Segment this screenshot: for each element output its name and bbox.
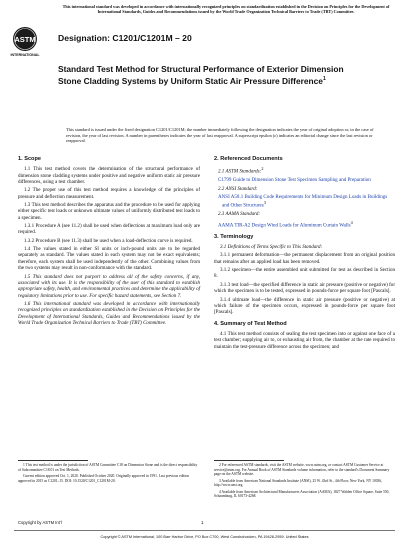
issuance-note: This standard is issued under the fixed designation C1201/C1201M; the number immediately following the designation indicates the year of original adoption or, in the case of revision, the year of last revision. A number in parentheses indicates the year of last reapproval. A superscript epsilon (ε) indicates an editorial change since the last revision or reapproval. bbox=[66, 127, 374, 144]
header-notice: This international standard was developed in accordance with internationally recognized principles on standardization established in the Decision on Principles for the Development of International Standards, Guides and Recommendations issued by the World Trade Organization Technical Barriers to Trade (TBT) Committee. bbox=[62, 4, 390, 15]
footer-copyright: Copyright © ASTM International, 100 Barr Harbor Drive, PO Box C700, West Conshohocken, PA 19428-2959. United States bbox=[100, 535, 309, 539]
ref-ansi-a58-link[interactable]: ANSI A58.1 Building Code Requirements for Minimum Design Loads in Buildings and Other Structures$^3$ bbox=[218, 194, 388, 210]
designation: Designation: C1201/C1201M – 20 bbox=[58, 33, 192, 43]
section-heading-terminology: 3. Terminology bbox=[214, 233, 254, 240]
right-footnotes bbox=[214, 456, 395, 501]
footer-rule bbox=[14, 530, 395, 531]
copyright-label: Copyright by ASTM Int'l bbox=[18, 520, 62, 525]
paragraph-1-3-1: 1.3.1 Procedure A (see 11.2) shall be used when deflections at maximum load only are required. bbox=[18, 223, 200, 236]
ref-aama-tir-link[interactable]: AAMA TIR-A2 Design Wind Loads for Aluminum Curtain Walls$^4$ bbox=[218, 219, 353, 229]
footnote-3: 3 Available from American National Standards Institute (ANSI), 25 W. 43rd St., 4th Floor, New York, NY 10036, http://www.ansi.org. bbox=[214, 478, 383, 487]
paragraph-3-1-2: 3.1.2 specimen—the entire assembled unit submitted for test as described in Section 8. bbox=[214, 267, 395, 280]
paragraph-1-4: 1.4 The values stated in either SI units or inch-pound units are to be regarded separately as standard. The values stated in each system may not be exact equivalents; therefore, each system shall be used independently of the other. Combining values from the two systems may result in non-conformance with the standard. bbox=[18, 246, 200, 272]
left-footnotes bbox=[18, 456, 200, 485]
section-heading-summary: 4. Summary of Test Method bbox=[214, 320, 287, 327]
paragraph-3-1-3: 3.1.3 test load—the specified difference in static air pressure (positive or negative) for which the specimen is to be tested, expressed in pounds-force per square foot [Pascals]. bbox=[214, 281, 395, 295]
ref-ansi-heading: 2.2 ANSI Standard: bbox=[218, 185, 258, 192]
section-heading-referenced-documents: 2. Referenced Documents bbox=[214, 156, 283, 162]
ref-c1799-link[interactable]: C1799 Guide to Dimension Stone Test Specimen Sampling and Preparation bbox=[218, 177, 371, 184]
paragraph-1-6: 1.6 This international standard was developed in accordance with internationally recognized principles on standardization established in the Decision on Principles for the Development of International Standards, Guides and Recommendations issued by the World Trade Organization Technical Barriers to Trade (TBT) Committee. bbox=[18, 300, 200, 326]
footnote-4: 4 Available from American Architectural Manufacturers Association (AAMA), 1827 Walden Office Square, Suite 550, Schaumburg, IL 60173-4268. bbox=[214, 489, 390, 498]
paragraph-1-3: 1.3 This test method describes the apparatus and the procedure to be used for applying either specific test loads or unknown ultimate values of uniformly distributed test loads to a specimen. bbox=[18, 202, 200, 221]
footnote-rule bbox=[18, 460, 88, 461]
page-number: 1 bbox=[201, 520, 204, 525]
ref-aama-heading: 2.3 AAMA Standard: bbox=[218, 211, 261, 218]
document-title: Standard Test Method for Structural Performance of Exterior Dimension Stone Cladding Systems by Uniform Static Air Pressure Difference$^1$ bbox=[58, 64, 344, 86]
svg-text:ASTM: ASTM bbox=[14, 35, 36, 44]
paragraph-3-1-4: 3.1.4 ultimate load—the difference in static air pressure (positive or negative) at which failure of the specimen occurs, expressed in pounds-force per square foot [Pascals]. bbox=[214, 296, 395, 316]
footnote-edition: Current edition approved Oct. 1, 2020. Published October 2020. Originally approved in 1991. Last previous edition approved in 2015 as C1201–15. DOI: 10.1520/C1201_C1201M-20. bbox=[18, 474, 190, 483]
footnote-1: 1 This test method is under the jurisdiction of ASTM Committee C18 on Dimension Stone and is the direct responsibility of Subcommittee C18.01 on Test Methods. bbox=[18, 463, 198, 472]
ref-astm-heading: 2.1 ASTM Standards:$^2$ bbox=[218, 166, 264, 176]
paragraph-1-3-2: 1.3.2 Procedure B (see 11.3) shall be used when a load-deflection curve is required. bbox=[24, 237, 193, 244]
paragraph-4-1: 4.1 This test method consists of sealing the test specimen into or against one face of a test chamber; supplying air to, or exhausting air from, the chamber at the rate required to maintain the test-pressure difference across the specimen; and bbox=[214, 330, 395, 350]
section-heading-scope: 1. Scope bbox=[18, 156, 42, 162]
svg-text:INTERNATIONAL: INTERNATIONAL bbox=[10, 53, 40, 57]
astm-logo bbox=[10, 26, 40, 58]
left-column bbox=[18, 150, 200, 328]
footnote-rule bbox=[214, 460, 284, 461]
paragraph-1-2: 1.2 The proper use of this test method requires a knowledge of the principles of pressure and deflection measurement. bbox=[18, 187, 200, 200]
paragraph-1-5: 1.5 This standard does not purport to address all of the safety concerns, if any, associated with its use. It is the responsibility of the user of this standard to establish appropriate safety, health, and environmental practices and determine the applicability of regulatory limitations prior to use. For specific hazard statements, see Section 7. bbox=[18, 273, 200, 299]
paragraph-3-1: 3.1 Definitions of Terms Specific to This Standard: bbox=[220, 244, 323, 251]
paragraph-1-1: 1.1 This test method covers the determination of the structural performance of dimension stone cladding systems under positive and negative uniform static air pressure differences, using a test chamber. bbox=[18, 166, 200, 186]
paragraph-3-1-1: 3.1.1 permanent deformation—the permanent displacement from an original position that remains after an applied load has been removed. bbox=[214, 252, 395, 265]
right-column bbox=[214, 150, 395, 352]
footnote-2: 2 For referenced ASTM standards, visit the ASTM website, www.astm.org, or contact ASTM Customer Service at service@astm.org. For Annual Book of ASTM Standards volume information, refer to the standard's Document Summary page on the ASTM website. bbox=[214, 463, 390, 476]
